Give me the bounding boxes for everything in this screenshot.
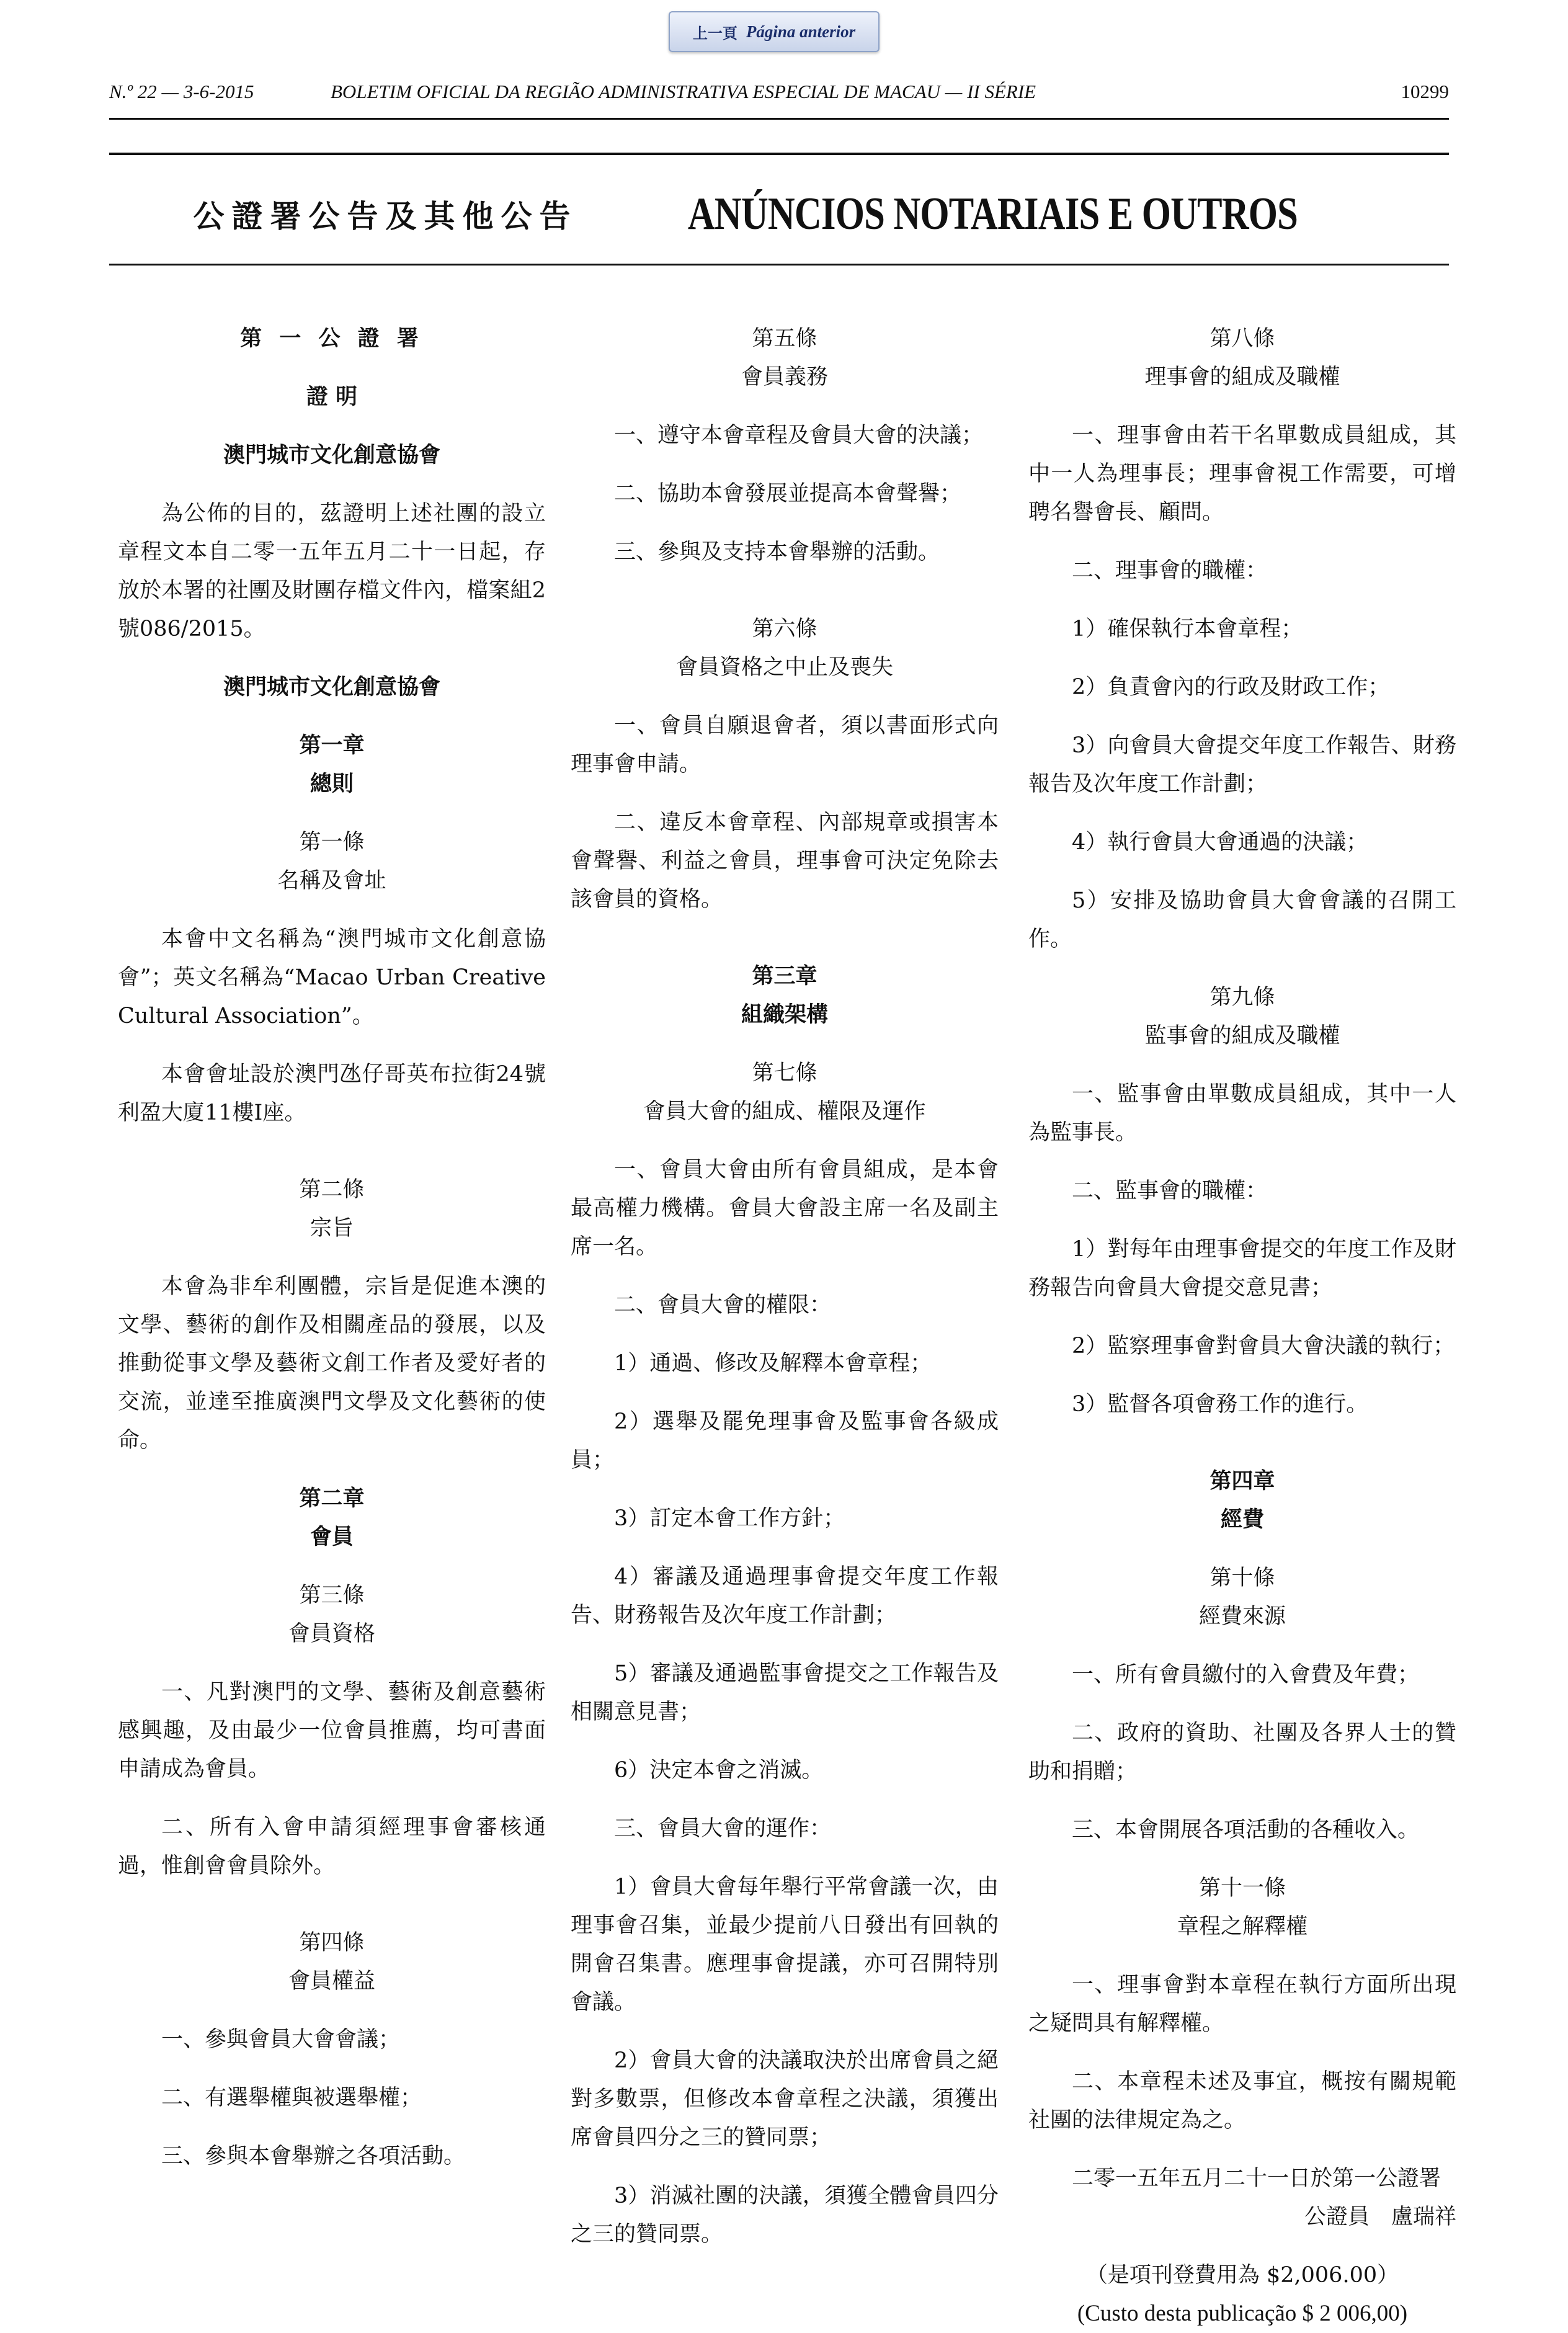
article-1-paragraph-2: 本會會址設於澳門氹仔哥英布拉街24號利盈大廈11樓I座。 [118,1062,546,1125]
article-4-number: 第四條 [299,1930,365,1955]
article-9-number: 第九條 [1209,985,1275,1010]
publication-cost-zh: （是項刊登費用為 $2,006.00） [1085,2263,1399,2288]
article-11-paragraph-2: 二、本章程未述及事宜，概按有關規範社團的法律規定為之。 [1028,2069,1456,2133]
article-5-paragraph-1: 一、遵守本會章程及會員大會的決議； [614,423,984,448]
article-9-paragraph-5: 3）監督各項會務工作的進行。 [1072,1392,1368,1417]
article-8-paragraph-4: 2）負責會內的行政及財政工作； [1072,675,1390,700]
chapter-2-number: 第二章 [299,1486,365,1511]
article-4-paragraph-3: 三、參與本會舉辦之各項活動。 [161,2144,466,2169]
article-7-paragraph-3: 1）通過、修改及解釋本會章程； [614,1351,932,1376]
article-8-number: 第八條 [1209,326,1275,351]
column-2 [571,319,999,2254]
publication-cost-pt: (Custo desta publicação $ 2 006,00) [1077,2301,1408,2326]
article-7-paragraph-12: 3）消滅社團的決議，須獲全體會員四分之三的贊同票。 [571,2184,999,2247]
article-8-title: 理事會的組成及職權 [1144,365,1340,390]
association-name-2: 澳門城市文化創意協會 [223,675,440,700]
article-7-paragraph-2: 二、會員大會的權限： [614,1293,832,1318]
article-10-paragraph-3: 三、本會開展各項活動的各種收入。 [1072,1818,1420,1842]
article-7-number: 第七條 [752,1061,817,1086]
article-2-paragraph-1: 本會為非牟利團體，宗旨是促進本澳的文學、藝術的創作及相關產品的發展，以及推動從事文學及藝術文創工作者及愛好者的交流，並達至推廣澳門文學及文化藝術的使命。 [118,1274,546,1453]
article-8-paragraph-7: 5）安排及協助會員大會會議的召開工作。 [1028,888,1456,952]
section-bottom-rule [109,264,1449,265]
article-5-paragraph-2: 二、協助本會發展並提高本會聲譽； [614,481,962,506]
article-7-paragraph-11: 2）會員大會的決議取決於出席會員之絕對多數票，但修改本會章程之決議，須獲出席會員四分之三的贊同票； [571,2048,999,2150]
previous-page-button[interactable] [669,11,880,52]
article-9-paragraph-3: 1）對每年由理事會提交的年度工作及財務報告向會員大會提交意見書； [1028,1237,1456,1300]
article-2-title: 宗旨 [310,1216,354,1241]
page-number: 10299 [1401,81,1449,102]
article-3-title: 會員資格 [288,1622,375,1646]
article-3-number: 第三條 [299,1583,365,1608]
running-header [109,81,1449,105]
signing-date: 二零一五年五月二十一日於第一公證署 [1072,2166,1441,2191]
column-3 [1028,319,1456,2333]
chapter-2-title: 會員 [310,1525,354,1550]
article-7-paragraph-4: 2）選舉及罷免理事會及監事會各級成員； [571,1409,999,1473]
article-9-paragraph-4: 2）監察理事會對會員大會決議的執行； [1072,1334,1455,1358]
notary-office-heading: 第 一 公 證 署 [240,326,424,351]
chapter-3-title: 組織架構 [741,1002,828,1027]
previous-page-label-zh: 上一頁 [692,24,737,42]
article-7-paragraph-6: 4）審議及通過理事會提交年度工作報告、財務報告及次年度工作計劃； [571,1564,999,1628]
article-5-title: 會員義務 [741,365,828,390]
section-title [109,180,1449,248]
article-3-paragraph-2: 二、所有入會申請須經理事會審核通過，惟創會會員除外。 [118,1815,546,1878]
article-6-title: 會員資格之中止及喪失 [675,655,893,680]
article-8-paragraph-6: 4）執行會員大會通過的決議； [1072,830,1368,855]
gazette-title: BOLETIM OFICIAL DA REGIÃO ADMINISTRATIVA ESPECIAL DE MACAU — II SÉRIE [331,81,1036,102]
article-6-paragraph-1: 一、會員自願退會者，須以書面形式向理事會申請。 [571,713,999,777]
column-1 [118,319,546,2175]
issue-number: N.º 22 — 3-6-2015 [109,81,254,102]
article-8-paragraph-3: 1）確保執行本會章程； [1072,617,1303,641]
article-4-paragraph-2: 二、有選舉權與被選舉權； [161,2085,422,2110]
article-7-title: 會員大會的組成、權限及運作 [643,1099,926,1124]
article-1-paragraph-1: 本會中文名稱為“澳門城市文化創意協會”；英文名稱為“Macao Urban Creative Cultural Association”。 [118,927,546,1028]
chapter-4-number: 第四章 [1209,1469,1275,1494]
article-8-paragraph-5: 3）向會員大會提交年度工作報告、財務報告及次年度工作計劃； [1028,733,1456,796]
section-title-pt: ANÚNCIOS NOTARIAIS E OUTROS [688,188,1298,239]
article-8-paragraph-2: 二、理事會的職權： [1072,558,1268,583]
article-10-title: 經費來源 [1198,1604,1286,1629]
header-rule [109,118,1449,120]
article-10-number: 第十條 [1209,1566,1275,1590]
article-7-paragraph-5: 3）訂定本會工作方針； [614,1506,845,1531]
article-7-paragraph-8: 6）決定本會之消滅。 [614,1758,824,1783]
chapter-1-title: 總則 [310,772,354,796]
article-4-title: 會員權益 [288,1969,375,1994]
article-7-paragraph-7: 5）審議及通過監事會提交之工作報告及相關意見書； [571,1661,999,1724]
article-9-title: 監事會的組成及職權 [1144,1024,1340,1048]
article-3-paragraph-1: 一、凡對澳門的文學、藝術及創意藝術感興趣，及由最少一位會員推薦，均可書面申請成為會員。 [118,1680,546,1782]
article-9-paragraph-2: 二、監事會的職權： [1072,1179,1268,1203]
section-top-rule [109,153,1449,155]
chapter-4-title: 經費 [1220,1507,1264,1532]
notary-signature: 公證員 盧瑞祥 [1304,2205,1456,2229]
article-9-paragraph-1: 一、監事會由單數成員組成，其中一人為監事長。 [1028,1082,1456,1145]
article-8-paragraph-1: 一、理事會由若干名單數成員組成，其中一人為理事長；理事會視工作需要，可增聘名譽會長、顧問。 [1028,423,1456,525]
article-10-paragraph-1: 一、所有會員繳付的入會費及年費； [1072,1662,1420,1687]
article-11-paragraph-1: 一、理事會對本章程在執行方面所出現之疑問具有解釋權。 [1028,1973,1456,2036]
association-name: 澳門城市文化創意協會 [223,443,440,468]
article-11-number: 第十一條 [1198,1876,1286,1901]
article-1-title: 名稱及會址 [277,868,386,893]
certificate-heading: 證 明 [306,385,358,409]
article-4-paragraph-1: 一、參與會員大會會議； [161,2027,401,2052]
previous-page-label-pt: Página anterior [746,22,856,41]
intro-paragraph: 為公佈的目的，茲證明上述社團的設立章程文本自二零一五年五月二十一日起，存放於本署的社團及財團存檔文件內，檔案組2號086/2015。 [118,501,546,641]
article-2-number: 第二條 [299,1177,365,1202]
article-7-paragraph-10: 1）會員大會每年舉行平常會議一次，由理事會召集，並最少提前八日發出有回執的開會召集書。應理事會提議，亦可召開特別會議。 [571,1875,999,2015]
article-7-paragraph-9: 三、會員大會的運作： [614,1816,832,1841]
article-6-paragraph-2: 二、違反本會章程、內部規章或損害本會聲譽、利益之會員，理事會可決定免除去該會員的資格。 [571,810,999,912]
chapter-3-number: 第三章 [752,964,817,989]
article-6-number: 第六條 [752,617,817,641]
article-1-number: 第一條 [299,830,365,855]
article-7-paragraph-1: 一、會員大會由所有會員組成，是本會最高權力機構。會員大會設主席一名及副主席一名。 [571,1158,999,1259]
section-title-zh: 公證署公告及其他公告 [193,199,578,234]
article-5-number: 第五條 [752,326,817,351]
article-10-paragraph-2: 二、政府的資助、社團及各界人士的贊助和捐贈； [1028,1721,1456,1784]
article-5-paragraph-3: 三、參與及支持本會舉辦的活動。 [614,540,940,564]
article-11-title: 章程之解釋權 [1177,1914,1307,1939]
chapter-1-number: 第一章 [299,733,365,758]
